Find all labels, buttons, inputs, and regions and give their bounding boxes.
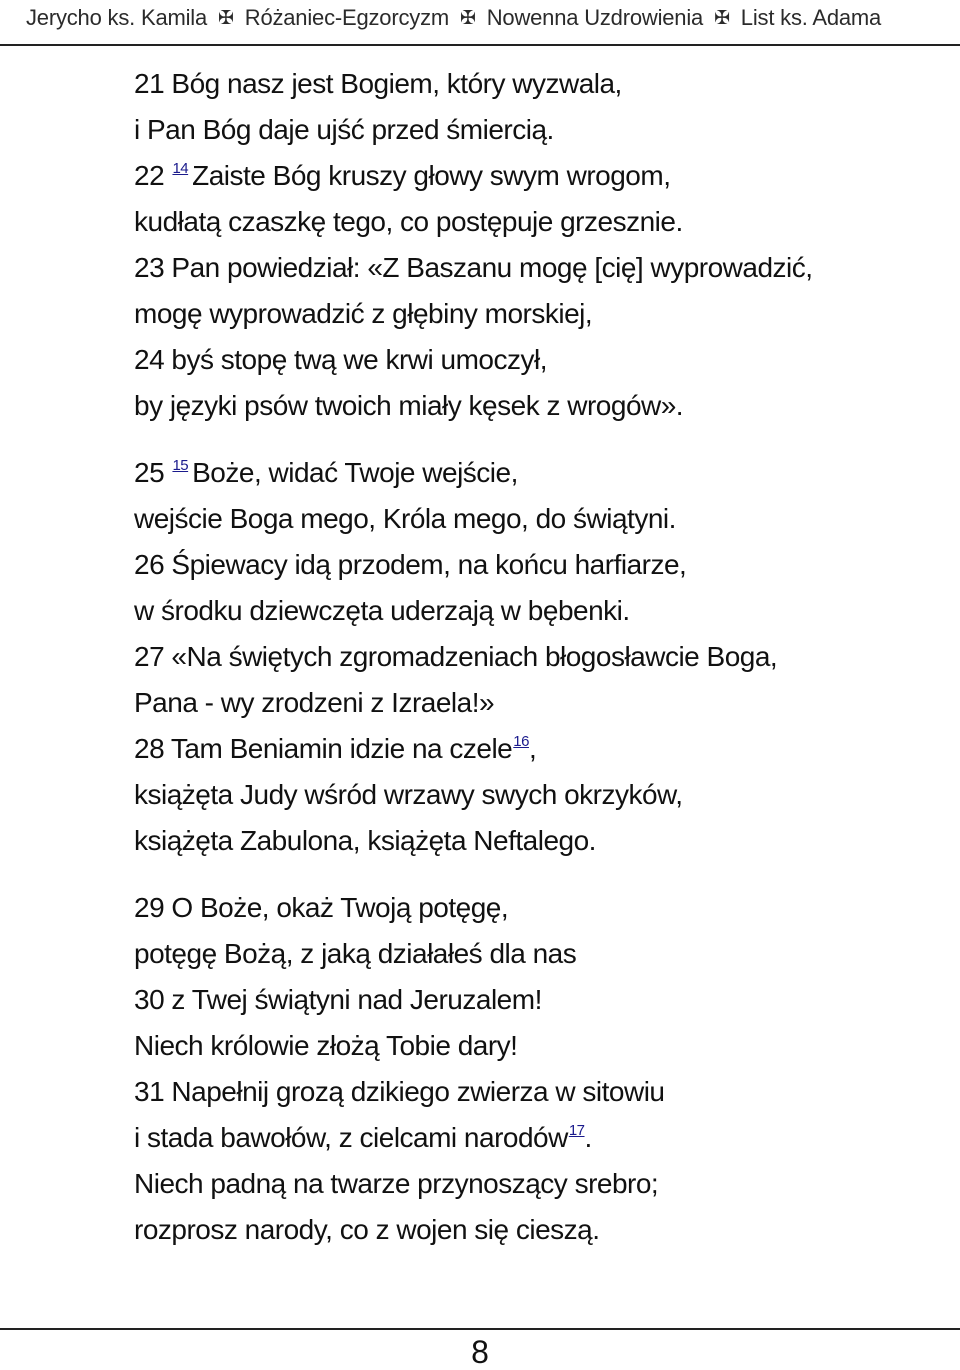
text-line: 24 byś stopę twą we krwi umoczył, — [134, 344, 547, 375]
text-line — [134, 729, 934, 775]
footnote-link-16[interactable]: 16 — [513, 733, 529, 750]
text-line: 26 Śpiewacy idą przodem, na końcu harfiarze, — [134, 549, 687, 580]
text-line: Pana - wy zrodzeni z Izraela!» — [134, 687, 495, 718]
cross-icon: ✠ — [714, 8, 730, 29]
stanza-gap — [134, 867, 934, 888]
page-number: 8 — [471, 1334, 489, 1370]
text-line — [134, 156, 934, 202]
text-line: kudłatą czaszkę tego, co postępuje grzesznie. — [134, 206, 683, 237]
footnote-link-17[interactable]: 17 — [568, 1122, 585, 1139]
text-line: 30 z Twej świątyni nad Jeruzalem! — [134, 984, 542, 1015]
text-segment: i stada bawołów, z cielcami narodów — [134, 1122, 568, 1153]
text-line: książęta Judy wśród wrzawy swych okrzyków, — [134, 779, 683, 810]
footnote-link-14[interactable]: 14 — [172, 160, 189, 177]
text-line: Niech padną na twarze przynoszący srebro; — [134, 1168, 659, 1199]
text-line: 23 Pan powiedział: «Z Baszanu mogę [cię] wyprowadzić, — [134, 252, 813, 283]
text-line: 29 O Boże, okaż Twoją potęgę, — [134, 892, 509, 923]
text-line: wejście Boga mego, Króla mego, do świątyni. — [134, 503, 676, 534]
text-segment: Zaiste Bóg kruszy głowy swym wrogom, — [192, 160, 671, 191]
nav-link-list[interactable]: List ks. Adama — [740, 5, 882, 30]
text-line — [134, 1118, 934, 1164]
footnote-link-15[interactable]: 15 — [172, 457, 189, 474]
text-segment: 28 Tam Beniamin idzie na czele — [134, 733, 513, 764]
header-bar — [0, 0, 960, 46]
text-line: w środku dziewczęta uderzają w bębenki. — [134, 595, 630, 626]
text-line — [134, 453, 934, 499]
psalm-text — [134, 64, 934, 1256]
cross-icon: ✠ — [218, 8, 234, 29]
nav-link-nowenna[interactable]: Nowenna Uzdrowienia — [486, 5, 704, 30]
stanza-gap — [134, 432, 934, 453]
footer-divider — [0, 1328, 960, 1330]
text-line: książęta Zabulona, książęta Neftalego. — [134, 825, 596, 856]
text-line: potęgę Bożą, z jaką działałeś dla nas — [134, 938, 577, 969]
text-segment: . — [584, 1122, 592, 1153]
cross-icon: ✠ — [460, 8, 476, 29]
nav-link-jerycho[interactable]: Jerycho ks. Kamila — [26, 5, 208, 30]
text-line: 31 Napełnij grozą dzikiego zwierza w sitowiu — [134, 1076, 665, 1107]
text-line: by języki psów twoich miały kęsek z wrogów». — [134, 390, 684, 421]
text-line: i Pan Bóg daje ujść przed śmiercią. — [134, 114, 554, 145]
text-segment: Boże, widać Twoje wejście, — [192, 457, 518, 488]
text-line: 27 «Na świętych zgromadzeniach błogosławcie Boga, — [134, 641, 778, 672]
text-line: 21 Bóg nasz jest Bogiem, który wyzwala, — [134, 68, 622, 99]
text-line: rozprosz narody, co z wojen się cieszą. — [134, 1214, 600, 1245]
verse-number: 25 — [134, 457, 165, 488]
text-segment: , — [528, 733, 537, 764]
text-line: mogę wyprowadzić z głębiny morskiej, — [134, 298, 593, 329]
verse-number: 22 — [134, 160, 165, 191]
text-line: Niech królowie złożą Tobie dary! — [134, 1030, 518, 1061]
header-nav — [26, 4, 881, 34]
nav-link-rozaniec[interactable]: Różaniec-Egzorcyzm — [244, 5, 449, 30]
